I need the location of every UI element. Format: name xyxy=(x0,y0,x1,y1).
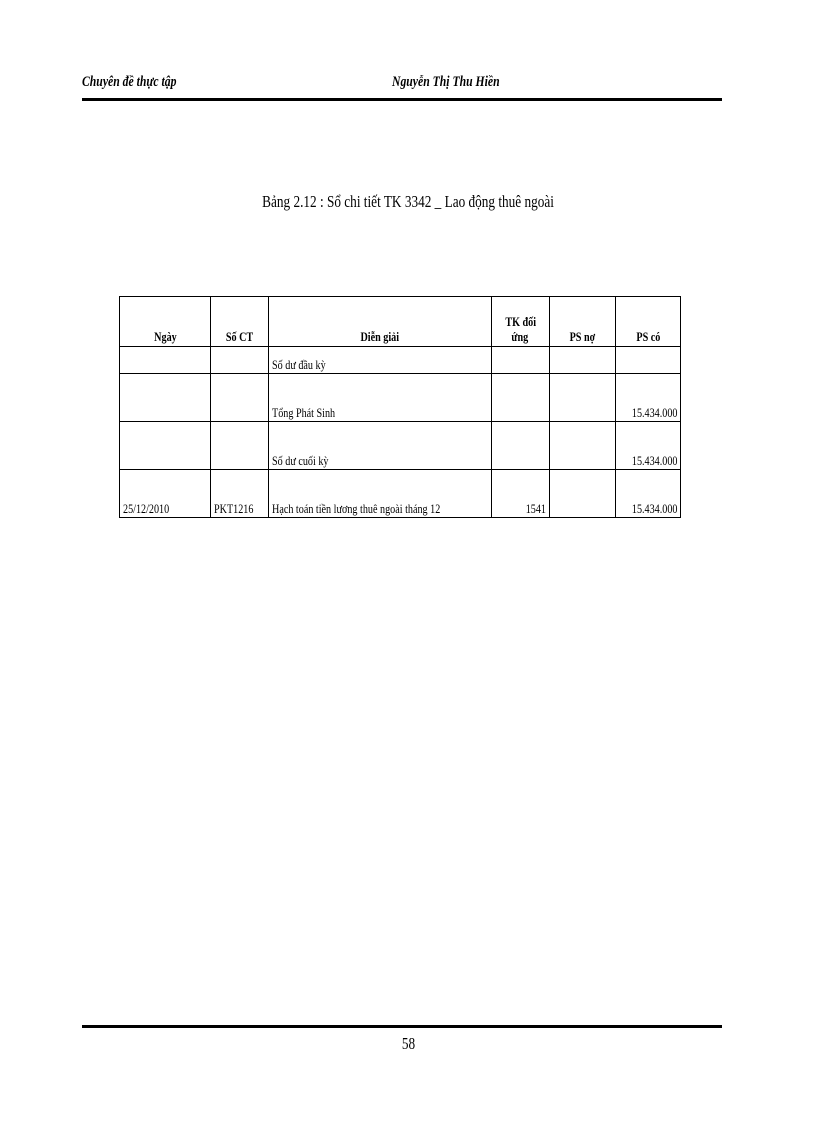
cell-dien-giai: Số dư cuối kỳ xyxy=(269,422,492,470)
cell-ngay xyxy=(120,422,211,470)
cell-ps-no xyxy=(549,374,615,422)
col-header-tk-doi-ung: TK đối ứng xyxy=(491,297,549,347)
cell-ps-co xyxy=(615,347,681,374)
cell-ps-co: 15.434.000 xyxy=(615,374,681,422)
cell-ps-co: 15.434.000 xyxy=(615,470,681,518)
col-header-so-ct: Số CT xyxy=(211,297,269,347)
table-header-row xyxy=(120,297,681,347)
table-row xyxy=(120,347,681,374)
footer-rule xyxy=(82,1025,722,1028)
cell-dien-giai: Số dư đầu kỳ xyxy=(269,347,492,374)
header-rule xyxy=(82,98,722,101)
page-number-text: 58 xyxy=(401,1034,415,1053)
table-caption xyxy=(0,192,816,212)
cell-so-ct xyxy=(211,422,269,470)
cell-tk: 1541 xyxy=(491,470,549,518)
table-row xyxy=(120,422,681,470)
header-author-name: Nguyễn Thị Thu Hiền xyxy=(392,74,500,90)
table-row xyxy=(120,470,681,518)
cell-ngay xyxy=(120,347,211,374)
cell-dien-giai: Tổng Phát Sinh xyxy=(269,374,492,422)
cell-dien-giai: Hạch toán tiền lương thuê ngoài tháng 12 xyxy=(269,470,492,518)
col-header-ps-no: PS nợ xyxy=(549,297,615,347)
page-number xyxy=(0,1034,816,1054)
cell-ps-no xyxy=(549,422,615,470)
header-document-type: Chuyên đề thực tập xyxy=(82,74,177,90)
cell-ps-co: 15.434.000 xyxy=(615,422,681,470)
cell-so-ct xyxy=(211,374,269,422)
col-header-ngay: Ngày xyxy=(120,297,211,347)
col-header-ps-co: PS có xyxy=(615,297,681,347)
table-caption-text: Bảng 2.12 : Sổ chi tiết TK 3342 _ Lao động thuê ngoài xyxy=(262,192,554,211)
cell-ngay xyxy=(120,374,211,422)
cell-tk xyxy=(491,374,549,422)
cell-ps-no xyxy=(549,347,615,374)
cell-ps-no xyxy=(549,470,615,518)
cell-so-ct: PKT1216 xyxy=(211,470,269,518)
cell-tk xyxy=(491,347,549,374)
col-header-dien-giai: Diễn giải xyxy=(269,297,492,347)
cell-so-ct xyxy=(211,347,269,374)
ledger-table xyxy=(119,296,681,518)
cell-tk xyxy=(491,422,549,470)
table-row xyxy=(120,374,681,422)
cell-ngay: 25/12/2010 xyxy=(120,470,211,518)
